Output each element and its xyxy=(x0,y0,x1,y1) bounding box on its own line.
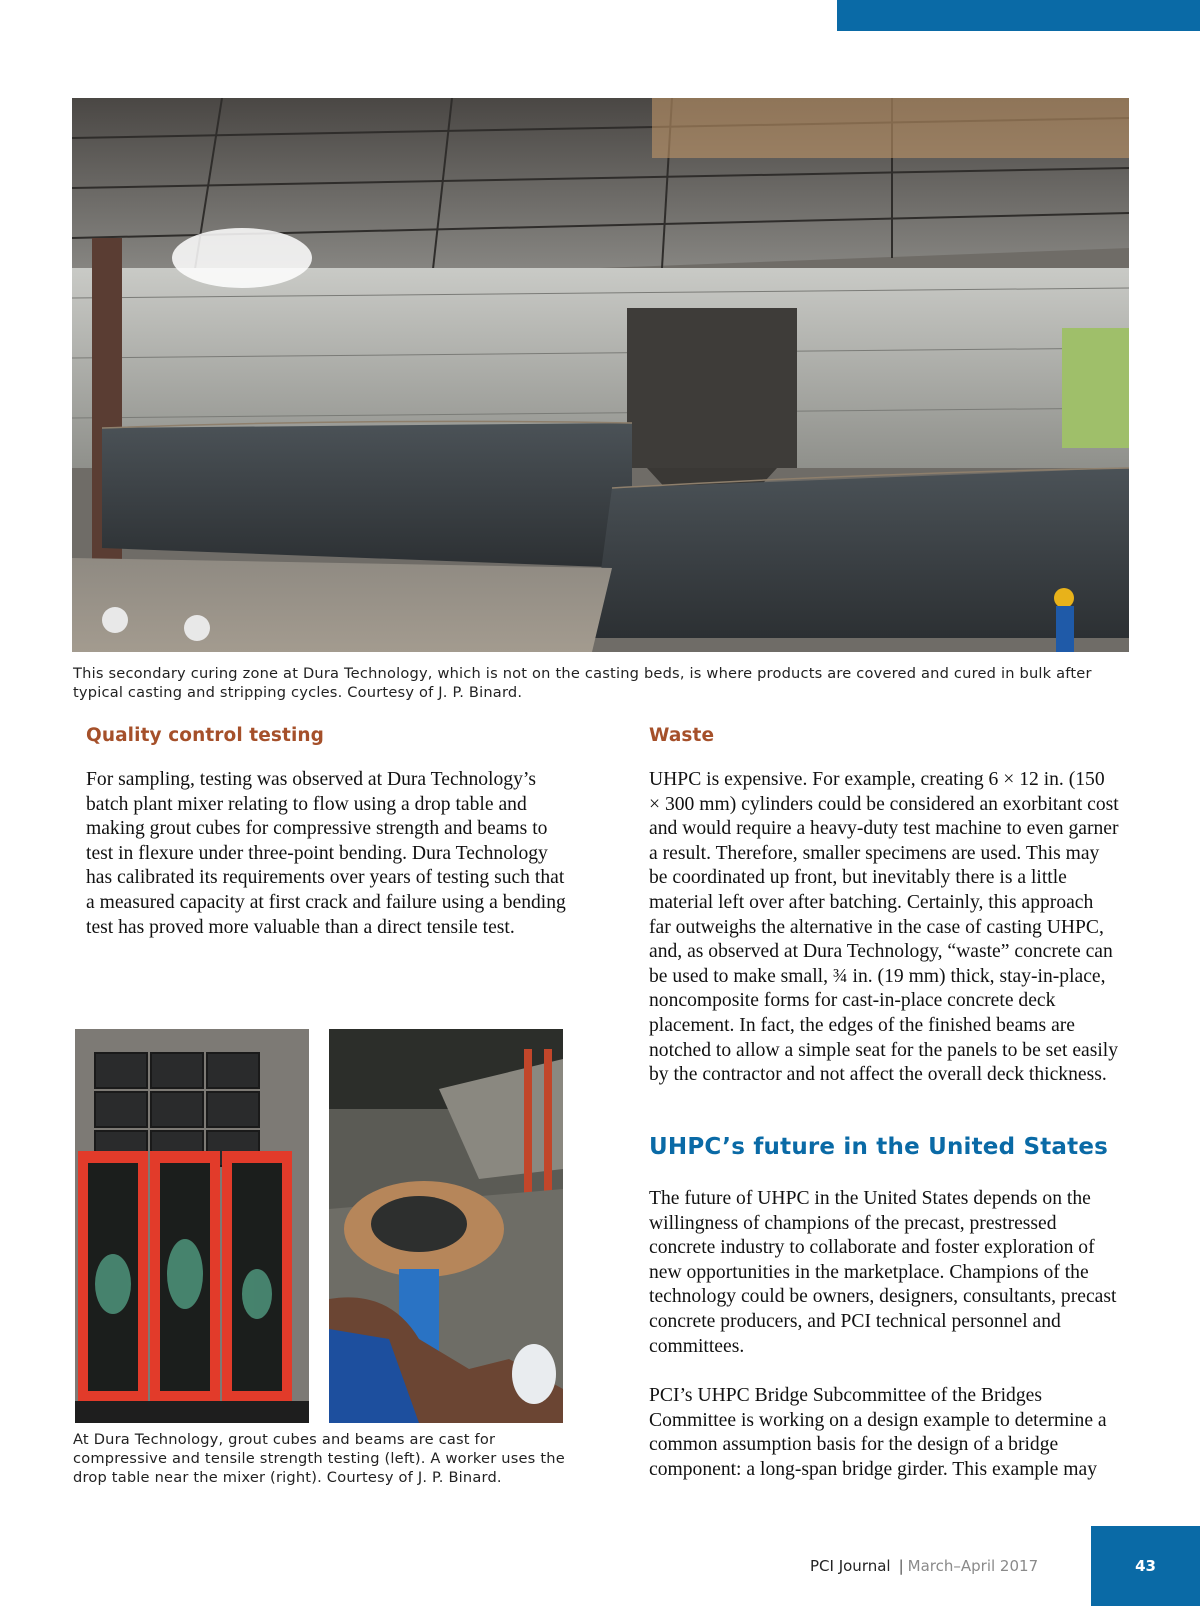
future-section-heading: UHPC’s future in the United States xyxy=(649,1134,1109,1160)
drop-table-photo xyxy=(329,1029,563,1423)
bottom-photos-caption: At Dura Technology, grout cubes and beams are cast for compressive and tensile strength testing (left). A worker uses the drop table near the mixer (right). Courtesy of J. P. Binard. xyxy=(73,1431,565,1486)
grout-cubes-beams-photo xyxy=(75,1029,309,1423)
footer-separator: | xyxy=(898,1557,904,1575)
waste-paragraph: UHPC is expensive. For example, creating 6 × 12 in. (150 × 300 mm) cylinders could be considered an exorbitant cost and would require a heavy-duty test machine to even garner a result. Therefore, smaller specimens are used. This may be coordinated up front, but inevitably there is a little material left over after batching. Certainly, this approach far outweighs the alternative in the case of casting UHPC, and, as observed at Dura Technology, “waste” concrete can be used to make small, ¾ in. (19 mm) thick, stay-in-place, noncomposite forms for cast-in-place concrete deck placement. In fact, the edges of the finished beams are notched to allow a simple seat for the panels to be set easily by the contractor and not affect the overall deck thickness. xyxy=(649,769,1119,1086)
page-number-box xyxy=(1091,1526,1200,1606)
top-photo-caption: This secondary curing zone at Dura Technology, which is not on the casting beds, is where products are covered and cured in bulk after typical casting and stripping cycles. Courtesy of J. P. Binard. xyxy=(73,665,1092,701)
curing-zone-photo xyxy=(72,98,1129,652)
footer-journal-line xyxy=(810,1557,1038,1575)
quality-control-paragraph: For sampling, testing was observed at Dura Technology’s batch plant mixer relating to flow using a drop table and making grout cubes for compressive strength and beams to test in flexure under three-point bending. Dura Technology has calibrated its requirements over years of testing such that a measured capacity at first crack and failure using a bending test has proved more valuable than a direct tensile test. xyxy=(86,769,566,938)
future-paragraph-2: PCI’s UHPC Bridge Subcommittee of the Bridges Committee is working on a design example to determine a common assumption basis for the design of a bridge component: a long-span bridge girder. This example may xyxy=(649,1385,1107,1480)
quality-control-heading: Quality control testing xyxy=(86,725,325,746)
journal-name: PCI Journal xyxy=(810,1557,891,1575)
page-number: 43 xyxy=(1135,1557,1156,1575)
issue-date: March–April 2017 xyxy=(907,1557,1039,1575)
future-paragraph-1: The future of UHPC in the United States depends on the willingness of champions of the precast, prestressed concrete industry to collaborate and foster exploration of new opportunities in the marketplace. Champions of the technology could be owners, designers, consultants, precast concrete producers, and PCI technical personnel and committees. xyxy=(649,1188,1117,1357)
top-accent-bar xyxy=(837,0,1200,31)
waste-heading: Waste xyxy=(649,725,715,746)
